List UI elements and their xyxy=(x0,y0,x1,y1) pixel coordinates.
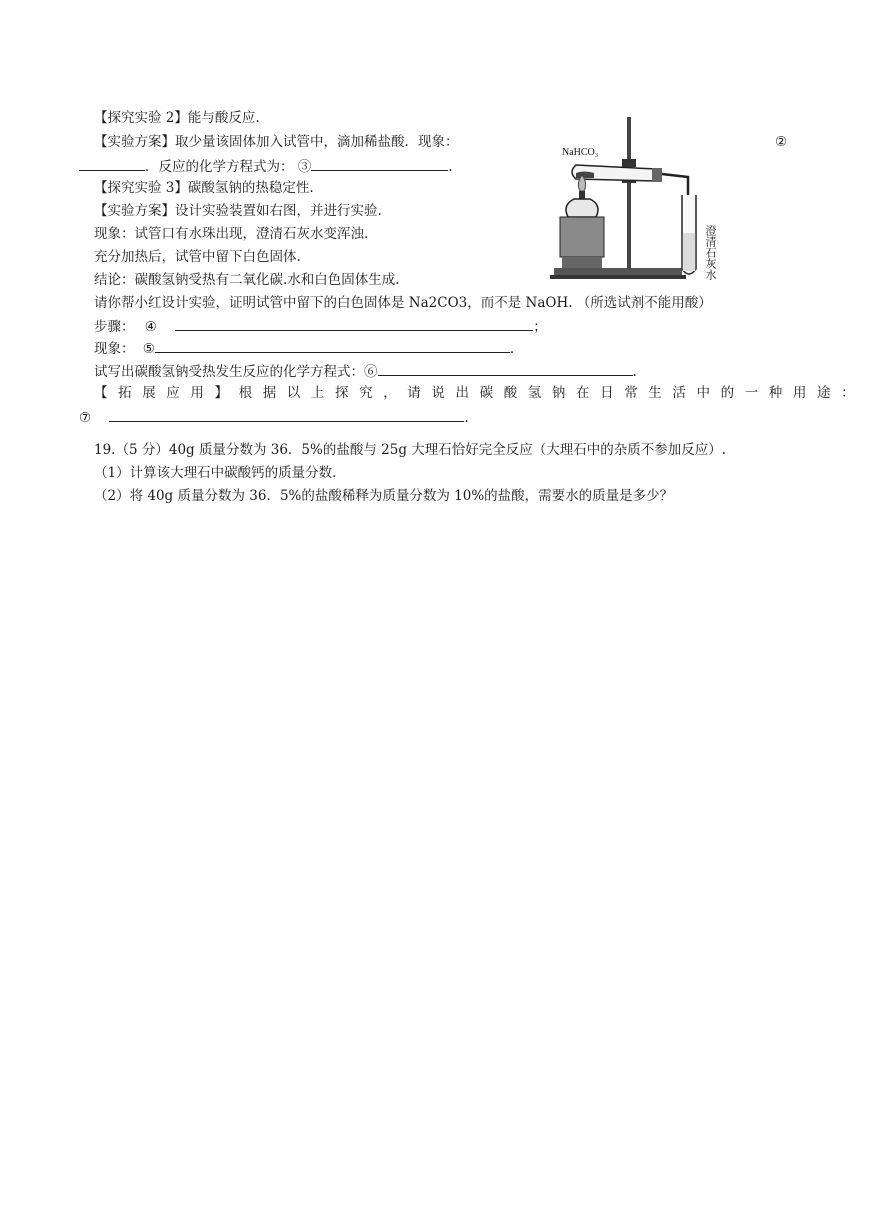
equation-line xyxy=(94,361,637,381)
answer-mark-2: ② xyxy=(775,134,788,150)
equation-label: 试写出碳酸氢钠受热发生反应的化学方程式： xyxy=(94,364,364,380)
nahco3-label: NaHCO₃ xyxy=(562,147,599,158)
limewater-label: 澄清石灰水 xyxy=(704,225,716,280)
answer-blank-3[interactable] xyxy=(311,156,448,171)
answer-mark-7: ⑦ xyxy=(79,410,92,426)
exp2-title: 【探究实验 2】能与酸反应. xyxy=(94,110,260,126)
extension-end: . xyxy=(464,410,469,426)
answer-mark-6: ⑥ xyxy=(364,364,378,380)
question-19: 19.（5 分）40g 质量分数为 36．5%的盐酸与 25g 大理石恰好完全反应（大理石中的杂质不参加反应）. xyxy=(94,442,727,458)
conclusion: 结论：碳酸氢钠受热有二氧化碳.水和白色固体生成. xyxy=(94,272,400,288)
step-label: 步骤： xyxy=(94,319,135,335)
phenomenon-label: 现象： xyxy=(94,341,135,357)
extension-text: 【拓展应用】根据以上探究，请说出碳酸氢钠在日常生活中的一种用途： xyxy=(94,385,866,401)
wooden-block xyxy=(560,217,604,257)
answer-blank-4[interactable] xyxy=(175,316,533,331)
answer-mark-3: ③ xyxy=(297,159,312,175)
exp3-plan: 【实验方案】设计实验装置如右图，并进行实验. xyxy=(94,203,382,219)
observation-1: 现象：试管口有水珠出现，澄清石灰水变浑浊. xyxy=(94,226,369,242)
exp2-plan xyxy=(94,133,459,151)
stopper xyxy=(652,168,662,182)
equation-end: . xyxy=(632,364,637,380)
answer-blank-5[interactable] xyxy=(155,338,510,353)
step-end: ； xyxy=(533,319,547,335)
step-line xyxy=(94,316,547,336)
exp2-plan-text: 【实验方案】取少量该固体加入试管中，滴加稀盐酸．现象： xyxy=(94,134,459,150)
stand-rod xyxy=(627,117,631,269)
answer-blank-2[interactable] xyxy=(79,156,145,171)
answer-mark-4: ④ xyxy=(144,319,157,335)
question-19-part-2: （2）将 40g 质量分数为 36．5%的盐酸稀释为质量分数为 10%的盐酸，需要水的质量是多少？ xyxy=(94,488,674,504)
exp2-equation-prefix: ．反应的化学方程式为： xyxy=(145,159,294,175)
heated-test-tube xyxy=(572,165,659,181)
extension-answer-line xyxy=(79,407,469,427)
observation-2: 充分加热后，试管中留下白色固体. xyxy=(94,249,301,265)
apparatus-diagram xyxy=(548,113,728,283)
answer-blank-7[interactable] xyxy=(109,407,464,422)
limewater-tube xyxy=(682,195,696,274)
alcohol-lamp xyxy=(566,191,598,217)
answer-mark-5: ⑤ xyxy=(142,341,155,357)
extension-application xyxy=(94,384,866,402)
apparatus-figure xyxy=(548,113,728,283)
phenomenon-line xyxy=(94,338,514,358)
design-request: 请你帮小红设计实验，证明试管中留下的白色固体是 Na2CO3，而不是 NaOH. （所选试剂不能用酸） xyxy=(94,295,712,311)
question-19-part-1: （1）计算该大理石中碳酸钙的质量分数. xyxy=(94,465,337,481)
answer-blank-6[interactable] xyxy=(378,361,633,376)
exp3-title: 【探究实验 3】碳酸氢钠的热稳定性. xyxy=(94,180,314,196)
exp2-equation-line: ．反应的化学方程式为： ③ . xyxy=(79,156,453,176)
phenomenon-end: . xyxy=(509,341,515,357)
clamp xyxy=(622,159,636,167)
